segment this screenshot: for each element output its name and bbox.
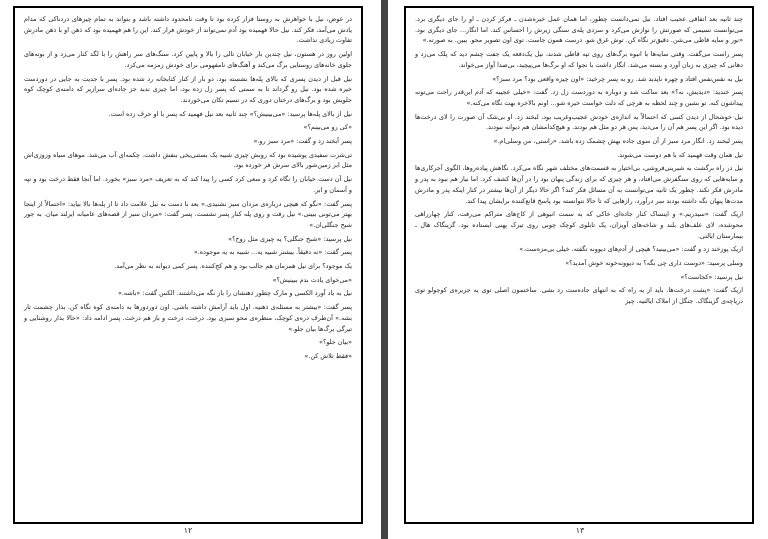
paragraph: نیل آن دست خیابان را نگاه کرد و سعی کرد کسی را پیدا کند که به تعریف «مرد سبز» بخورد. اما آنجا فقط درخت بود و تپه و آسمان و ابر.	[24, 175, 352, 194]
paragraph: نیل در راه برگشت به شیرینی‌فروشی، بی‌اختیار به قسمت‌های مختلف شهر نگاه می‌کرد. نگاهش پیاده‌روها، الگوی آجرکاری‌ها و سایه‌هایی که روی سنگفرش می‌افتاد، و هر چیزی که برای زندگی پنهان بود را در آن‌ها کشف کرد. اما نیاز هم نبود به پدر و مادرش فکر نکند. چطور یک ثانیه می‌توانست به آن مسائل فکر کند؟ اگر حالا دیگر از آن‌ها بیشتر در کنار اینکه پدر و مادرش مدت‌ها پنهان نگه داشته بودند سر درآورد، رازهایی که تا حالا نتوانسته بود پاسخ قانع‌کننده برایشان پیدا کند.	[415, 164, 743, 205]
paragraph: پسر راست می‌گفت. وقتی سایه‌ها با انبوه برگ‌های روی تپه قاطی شدند، نیل یک‌دفعه یک جفت چشم دید که پلک می‌زد و دهانی که چیزی به زبان آورد و بسته می‌شد. انگار داشت با نجوا که او برگ‌ها می‌پیچید، بی‌صدا آواز می‌خواند.	[415, 50, 743, 69]
paragraph: یک موجود؟ برای نیل همزمان هم جالب بود و هم کج‌کننده. پسر کمی دیوانه به نظر می‌آمد.	[114, 262, 352, 271]
paragraph: اریک پوزخند زد و گفت: «می‌بینید؟ هیچی از آدم‌های دیوونه نگفته. خیلی بی‌مزه‌ست.»	[519, 245, 743, 254]
paragraph: پسر خندید: «دیدیش، نه؟» بعد ساکت شد و دوباره به دوردست زل زد. گفت: «خیلی عجیبه که آدم این‌قدر راحت می‌تونه پیداشون کنه. تو بشین و چند لحظه به هرچی که دلت خواست خیره شو... اونم بالاخره بهت نگاه می‌کنه.»	[415, 88, 743, 107]
paragraph: «بیان جلو؟»	[319, 338, 352, 347]
paragraph: نیل از بالای پله‌ها پرسید: «می‌بینیش؟» چند ثانیه بعد نیل فهمید که پسر با او حرف زده است.	[108, 109, 352, 118]
paragraph: پسر آبخند زد و گفت: «مرد سبز رو.»	[253, 137, 352, 146]
paragraph: «می‌خوای یادت بدم ببینیش؟»	[272, 275, 352, 284]
paragraph: پسر لبخند زد. انگار مرد سبز از آن سوی جاده بهش چشمک زده باشد. «راستی، من وسلی‌ام.»	[493, 137, 743, 146]
paragraph: نیل پرسید: «کجاست؟»	[680, 272, 743, 281]
paragraph: نیل به یاد آورد الکسی و مارک چطور ذهنشان را باز نگه می‌داشتند. الکس گفت: «باشه.»	[117, 289, 352, 298]
right-page	[404, 6, 754, 524]
paragraph: اریک گفت: «پشت درخت‌ها. باید از یه راه که به انتهای جاده‌ست رد بشی. ساختمون اصلی توی یه جزیره‌ی کوچولو توی دریاچه‌ی گزینگاک. جنگل از املاک ایالتیه. چیز	[415, 286, 743, 306]
paragraph: نیل به نفس‌نفس افتاد و چهره ناپدید شد. رو به پسر چرخید: «اون چیزه واقعی بود؟ مرد سبز؟»	[492, 74, 743, 83]
paragraph: نیل خوشحال از دیدن کسی که احتمالاً به اندازه‌ی خودش عجیب‌وغریب بود، لبخند زد. او بی‌شک آن صورت را لای درخت‌ها دیده بود. اگر این پسر هم آن را می‌دید، پس هر دو مثل هم بودند. و هیچ‌کدامشان هم دیوانه نبودند.	[415, 112, 743, 132]
paragraph: نیل قبل از دیدن پسری که بالای پله‌ها نشسته بود، دو بار از کنار کتابخانه رد شده بود. پسر با جدیت به جایی در دوردست خیره شده بود. نیل رو گرداند تا به سمتی که پسر زل زده بود، اما چیزی ندید جز جاده‌ای سرازیر که دامنه‌ی کوچک کوه جلویش بود و برگ‌های درختان دوری که در نسیم تکان می‌خوردند.	[24, 74, 352, 104]
book-gutter	[381, 0, 388, 539]
paragraph: نیل پرسید: «شبح جنگلی؟ یه چیزی مثل روح؟»	[228, 234, 352, 243]
right-page-number: ۱۳	[575, 526, 585, 535]
paragraph: اولین روز در هستون، نیل چندین بار خیابان تالی را بالا و پایین کرد. سنگ‌های سر راهش را با لگد کنار می‌زد و از بوته‌های جلوی خانه‌های روستایی برگ می‌کند و آهنگ‌های نامفهومی برای خودش زمزمه می‌کرد.	[24, 50, 352, 69]
paragraph: «کی رو می‌بینم؟»	[303, 123, 352, 132]
paragraph: پسر گفت: «نه دقیقاً. بیشتر شبیه یه... شبیه به یه موجوده.»	[193, 248, 352, 257]
paragraph: اریک گفت: «سیدریم.» و اینساک کنار جاده‌ای خاکی که به سمت انبوهی از کاج‌های متراکم می‌رفت، کنار چهارراهی محوشده، لای علف‌های بلند و شاخه‌های آویزان، یک تابلوی کوچک چوبی روی تیرک پهنی ایستاده بود. گزینگاک هال ـ بیمارستان ایالتی.	[415, 210, 743, 240]
paragraph: نیل همان وقت فهمید که با هم دوست می‌شوند.	[617, 150, 743, 159]
paragraph: در عوض، نیل با خواهرش به روستا فرار کرده بود تا وقت نامحدود داشته باشد و بتواند به تمام چیزهای دردناکی که مدام یادش می‌آمد، فکر کند. نیل حالا فهمیده بود آدم نمی‌تواند از خودش فرار کند. این را هم فهمیده بود که ذهن او با ذهن مادرش تفاوت زیادی نداشت.	[24, 15, 352, 45]
paragraph: «فقط تلاش کن.»	[304, 351, 352, 360]
paragraph: چند ثانیه بعد اتفاقی عجیب افتاد. نیل نمی‌دانست چطور، اما همان عمل خیره‌شدن ـ فرکز کردن ـ او را جای دیگری برد. می‌توانست نسیمی که صورتش را نوازش می‌کرد و سردی پله‌ی سنگی زیرش را احساس کند. اما انگار... جای دیگری بود. «نور و سایه قاطی می‌شن. دقیق‌تر نگاه کن. توش غرق شو. درست همون جاست. توی اون تصویر محو. ببین. به صورته.»	[415, 15, 743, 45]
paragraph: وسلی پرسید: «دوست داری چی بگه؟ به دیوونه‌خونه خوش آمدید؟»	[565, 259, 743, 268]
left-page	[13, 6, 363, 524]
left-page-number: ۱۲	[183, 526, 193, 535]
paragraph: پسر گفت: «بیشتر به مسئله‌ی ذهنیه. اول باید آرامش داشته باشی. اون دوردورها به دامنه‌ی کوه نگاه کن. بذار چشمت تار بشه.» آن‌طرف دره‌ی کوچک، منظره‌ی محو سبزی بود. درخت، درخت و باز هم درخت. پسر ادامه داد: «حالا بذار روشنایی و تیرگی برگ‌ها بیان جلو.»	[24, 303, 352, 333]
paragraph: پسر گفت: «نگو که هیچی درباره‌ی مردان سبز نشنیدی.» بعد با دست به نیل علامت داد تا از پله‌ها بالا بیاید: «احتمالاً از اینجا بهتر می‌تونی ببینی.» نیل رفت و روی پله کنار پسر نشست. پسر گفت: «مردان سبز از قصه‌های عامیانه ایرلند میان. به جور شبح جنگلی‌ان.»	[24, 199, 352, 229]
paragraph: تی‌شرت سفیدی پوشیده بود که روبش چیزی شبیه یک بستنی‌یخی بنفش داشت. چکمه‌ای آب می‌شد. موهای سیاه وزوزی‌اش مثل ابر زمین‌شور بالای سرش فر خورده بود.	[24, 150, 352, 170]
